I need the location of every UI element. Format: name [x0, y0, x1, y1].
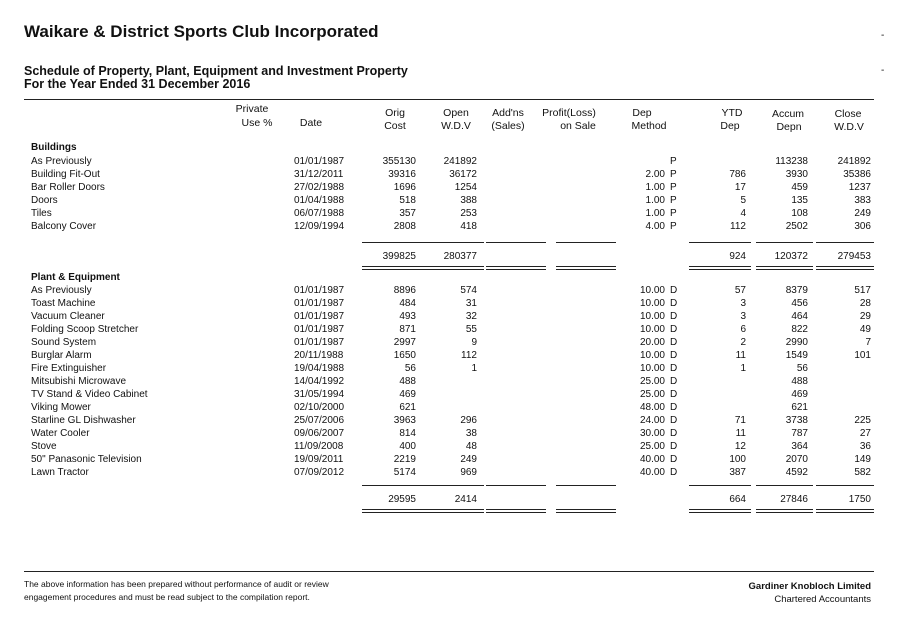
header-on-sale: on Sale	[560, 120, 596, 132]
asset-cost: 1650	[393, 350, 416, 361]
asset-ytd: 5	[740, 195, 746, 206]
header-ytd: YTD	[721, 107, 743, 119]
total-accum: 120372	[774, 251, 808, 262]
asset-cost: 2219	[393, 454, 416, 465]
asset-rate: 10.00	[639, 311, 665, 322]
asset-rate: 10.00	[639, 285, 665, 296]
scan-mark: -	[881, 65, 885, 76]
asset-rate: 10.00	[639, 363, 665, 374]
total-open: 2414	[454, 494, 477, 505]
total-cost: 29595	[388, 494, 416, 505]
subtotal-rule	[486, 485, 546, 486]
asset-date: 01/01/1987	[294, 298, 345, 309]
asset-accum: 2990	[785, 337, 808, 348]
total-close: 279453	[837, 251, 871, 262]
asset-rate: 1.00	[645, 208, 665, 219]
asset-date: 02/10/2000	[294, 402, 345, 413]
asset-name: Fire Extinguisher	[31, 363, 107, 374]
asset-date: 19/04/1988	[294, 363, 345, 374]
schedule-title: Schedule of Property, Plant, Equipment and Investment Property	[24, 64, 408, 78]
subtotal-rule	[556, 242, 616, 243]
asset-ytd: 387	[729, 467, 746, 478]
header-orig: Orig	[385, 107, 405, 119]
asset-open: 55	[465, 324, 477, 335]
asset-open: 574	[460, 285, 477, 296]
asset-open: 241892	[443, 156, 477, 167]
total-double-rule	[816, 269, 874, 270]
header-ytd-dep: Dep	[720, 120, 740, 132]
asset-accum: 135	[791, 195, 808, 206]
asset-date: 01/01/1987	[294, 285, 345, 296]
asset-open: 36172	[449, 169, 477, 180]
asset-method: P	[670, 169, 677, 180]
header-open-wdv: W.D.V	[441, 120, 471, 132]
asset-method: D	[670, 285, 678, 296]
asset-rate: 25.00	[639, 389, 665, 400]
subtotal-rule	[816, 485, 874, 486]
total-double-rule	[486, 269, 546, 270]
asset-date: 11/09/2008	[294, 441, 344, 452]
asset-ytd: 786	[729, 169, 746, 180]
asset-cost: 469	[399, 389, 416, 400]
header-private: Private	[235, 103, 269, 115]
total-open: 280377	[443, 251, 477, 262]
asset-close: 101	[854, 350, 871, 361]
header-date: Date	[299, 117, 323, 129]
section-heading-buildings: Buildings	[31, 142, 77, 153]
asset-method: D	[670, 350, 678, 361]
asset-method: P	[670, 195, 677, 206]
asset-accum: 56	[796, 363, 808, 374]
asset-date: 12/09/1994	[294, 221, 345, 232]
subtotal-rule	[362, 485, 424, 486]
asset-method: D	[670, 376, 678, 387]
asset-rate: 40.00	[639, 467, 665, 478]
total-rule	[362, 509, 424, 510]
asset-accum: 113238	[775, 156, 808, 167]
asset-open: 249	[460, 454, 477, 465]
asset-ytd: 11	[735, 350, 746, 361]
asset-method: D	[670, 402, 678, 413]
asset-cost: 357	[399, 208, 416, 219]
total-rule	[689, 509, 751, 510]
total-ytd: 924	[729, 251, 746, 262]
asset-rate: 24.00	[639, 415, 665, 426]
asset-ytd: 11	[735, 428, 746, 439]
asset-name: Stove	[31, 441, 57, 452]
asset-method: P	[670, 221, 677, 232]
total-rule	[756, 509, 813, 510]
asset-date: 19/09/2011	[294, 454, 344, 465]
total-rule	[756, 266, 813, 267]
asset-name: Building Fit-Out	[31, 169, 100, 180]
schedule-period: For the Year Ended 31 December 2016	[24, 77, 251, 91]
asset-cost: 39316	[388, 169, 416, 180]
total-rule	[816, 509, 874, 510]
asset-name: Sound System	[31, 337, 97, 348]
asset-method: D	[670, 337, 678, 348]
asset-accum: 787	[791, 428, 808, 439]
asset-date: 01/01/1987	[294, 324, 345, 335]
asset-name: Bar Roller Doors	[31, 182, 105, 193]
header-cost: Cost	[384, 120, 406, 132]
asset-cost: 3963	[393, 415, 416, 426]
asset-date: 01/01/1987	[294, 156, 345, 167]
total-ytd: 664	[729, 494, 746, 505]
asset-accum: 459	[791, 182, 808, 193]
asset-name: As Previously	[31, 156, 92, 167]
subtotal-rule	[689, 242, 751, 243]
header-open: Open	[443, 107, 469, 119]
total-rule	[689, 266, 751, 267]
asset-close: 249	[854, 208, 871, 219]
asset-open: 1254	[454, 182, 477, 193]
asset-name: Burglar Alarm	[31, 350, 92, 361]
header-method: Method	[631, 120, 667, 132]
header-use-pct: Use %	[241, 117, 273, 129]
asset-open: 296	[460, 415, 477, 426]
asset-name: TV Stand & Video Cabinet	[31, 389, 148, 400]
asset-accum: 488	[791, 376, 808, 387]
asset-method: D	[670, 324, 678, 335]
asset-close: 36	[859, 441, 871, 452]
scan-mark: -	[881, 30, 885, 41]
asset-cost: 2808	[393, 221, 416, 232]
asset-name: Doors	[31, 195, 58, 206]
asset-method: D	[670, 311, 678, 322]
total-double-rule	[689, 512, 751, 513]
asset-date: 20/11/1988	[294, 350, 344, 361]
asset-name: Mitsubishi Microwave	[31, 376, 127, 387]
asset-name: 50" Panasonic Television	[31, 454, 142, 465]
asset-method: P	[670, 208, 677, 219]
footer-firm-role: Chartered Accountants	[774, 594, 871, 605]
asset-name: Vacuum Cleaner	[31, 311, 105, 322]
subtotal-rule	[362, 242, 424, 243]
asset-cost: 488	[399, 376, 416, 387]
asset-accum: 621	[791, 402, 808, 413]
asset-name: Viking Mower	[31, 402, 91, 413]
asset-method: D	[670, 441, 678, 452]
asset-name: Balcony Cover	[31, 221, 97, 232]
asset-ytd: 17	[734, 182, 746, 193]
footer-note-line1: The above information has been prepared without performance of audit or review	[24, 579, 329, 589]
asset-open: 418	[460, 221, 477, 232]
asset-rate: 2.00	[645, 169, 665, 180]
asset-open: 9	[471, 337, 477, 348]
asset-cost: 871	[399, 324, 416, 335]
asset-rate: 48.00	[639, 402, 665, 413]
total-rule	[486, 266, 546, 267]
total-double-rule	[362, 269, 424, 270]
asset-ytd: 71	[734, 415, 746, 426]
total-rule	[556, 266, 616, 267]
asset-ytd: 2	[740, 337, 746, 348]
asset-close: 28	[859, 298, 871, 309]
asset-rate: 4.00	[645, 221, 665, 232]
asset-cost: 8896	[393, 285, 416, 296]
asset-rate: 10.00	[639, 298, 665, 309]
asset-date: 31/05/1994	[294, 389, 345, 400]
total-rule	[362, 266, 424, 267]
asset-accum: 469	[791, 389, 808, 400]
total-accum: 27846	[780, 494, 808, 505]
asset-accum: 2070	[785, 454, 808, 465]
asset-cost: 814	[399, 428, 416, 439]
asset-method: D	[670, 428, 678, 439]
subtotal-rule	[486, 242, 546, 243]
asset-method: D	[670, 415, 678, 426]
asset-close: 1237	[848, 182, 871, 193]
asset-method: D	[670, 389, 678, 400]
asset-method: P	[670, 156, 677, 167]
asset-rate: 10.00	[639, 350, 665, 361]
asset-close: 225	[854, 415, 871, 426]
total-double-rule	[689, 269, 751, 270]
total-rule	[423, 509, 484, 510]
asset-accum: 3930	[785, 169, 808, 180]
asset-close: 383	[854, 195, 871, 206]
asset-date: 09/06/2007	[294, 428, 345, 439]
asset-ytd: 57	[734, 285, 746, 296]
asset-cost: 400	[399, 441, 416, 452]
asset-rate: 25.00	[639, 441, 665, 452]
asset-cost: 484	[399, 298, 416, 309]
asset-open: 38	[465, 428, 477, 439]
subtotal-rule	[756, 485, 813, 486]
asset-name: Tiles	[31, 208, 52, 219]
asset-cost: 56	[404, 363, 416, 374]
total-double-rule	[556, 269, 616, 270]
asset-cost: 518	[399, 195, 416, 206]
asset-close: 517	[854, 285, 871, 296]
section-heading-plant: Plant & Equipment	[31, 272, 120, 283]
asset-accum: 2502	[785, 221, 808, 232]
asset-ytd: 4	[740, 208, 746, 219]
document-title: Waikare & District Sports Club Incorporated	[24, 22, 379, 41]
header-dep: Dep	[632, 107, 652, 119]
asset-cost: 355130	[382, 156, 416, 167]
total-rule	[556, 509, 616, 510]
asset-ytd: 112	[730, 221, 746, 232]
asset-accum: 8379	[785, 285, 808, 296]
total-double-rule	[362, 512, 424, 513]
asset-accum: 364	[791, 441, 808, 452]
asset-open: 969	[460, 467, 477, 478]
asset-name: Toast Machine	[31, 298, 96, 309]
asset-ytd: 1	[740, 363, 746, 374]
asset-rate: 10.00	[639, 324, 665, 335]
asset-open: 388	[460, 195, 477, 206]
asset-name: Lawn Tractor	[31, 467, 89, 478]
asset-ytd: 3	[740, 298, 746, 309]
header-sales: (Sales)	[491, 120, 525, 132]
asset-date: 14/04/1992	[294, 376, 345, 387]
asset-open: 1	[471, 363, 477, 374]
subtotal-rule	[423, 485, 484, 486]
asset-accum: 1549	[785, 350, 808, 361]
asset-method: D	[670, 298, 678, 309]
asset-accum: 456	[791, 298, 808, 309]
asset-rate: 20.00	[639, 337, 665, 348]
total-double-rule	[486, 512, 546, 513]
header-close-wdv: W.D.V	[834, 121, 864, 133]
asset-rate: 40.00	[639, 454, 665, 465]
asset-open: 32	[465, 311, 477, 322]
asset-close: 27	[859, 428, 871, 439]
asset-close: 35386	[843, 169, 871, 180]
header-accum: Accum	[771, 108, 805, 120]
asset-rate: 25.00	[639, 376, 665, 387]
header-depn: Depn	[776, 121, 802, 133]
total-rule	[423, 266, 484, 267]
asset-close: 306	[854, 221, 871, 232]
asset-cost: 493	[399, 311, 416, 322]
header-profit-loss: Profit(Loss)	[542, 107, 596, 119]
total-cost: 399825	[382, 251, 416, 262]
asset-name: As Previously	[31, 285, 92, 296]
asset-accum: 4592	[785, 467, 808, 478]
asset-rate: 1.00	[645, 195, 665, 206]
asset-close: 241892	[837, 156, 871, 167]
subtotal-rule	[423, 242, 484, 243]
asset-rate: 30.00	[639, 428, 665, 439]
asset-accum: 3738	[785, 415, 808, 426]
total-double-rule	[423, 269, 484, 270]
asset-accum: 108	[791, 208, 808, 219]
footer-note-line2: engagement procedures and must be read subject to the compilation report.	[24, 592, 310, 602]
asset-accum: 464	[791, 311, 808, 322]
subtotal-rule	[689, 485, 751, 486]
header-rule	[24, 99, 874, 100]
total-rule	[486, 509, 546, 510]
subtotal-rule	[556, 485, 616, 486]
asset-close: 582	[854, 467, 871, 478]
subtotal-rule	[816, 242, 874, 243]
asset-ytd: 100	[729, 454, 746, 465]
footer-rule	[24, 571, 874, 572]
asset-name: Starline GL Dishwasher	[31, 415, 136, 426]
asset-close: 7	[865, 337, 871, 348]
total-rule	[816, 266, 874, 267]
asset-close: 149	[854, 454, 871, 465]
asset-date: 07/09/2012	[294, 467, 345, 478]
asset-cost: 5174	[393, 467, 416, 478]
asset-close: 29	[859, 311, 871, 322]
asset-date: 01/04/1988	[294, 195, 345, 206]
header-close: Close	[834, 108, 862, 120]
asset-date: 27/02/1988	[294, 182, 345, 193]
header-addns: Add'ns	[492, 107, 524, 119]
asset-method: D	[670, 467, 678, 478]
asset-ytd: 6	[740, 324, 746, 335]
total-double-rule	[556, 512, 616, 513]
asset-method: D	[670, 363, 678, 374]
asset-date: 01/01/1987	[294, 311, 345, 322]
asset-name: Folding Scoop Stretcher	[31, 324, 139, 335]
asset-method: D	[670, 454, 678, 465]
asset-cost: 1696	[393, 182, 416, 193]
total-close: 1750	[848, 494, 871, 505]
total-double-rule	[756, 269, 813, 270]
asset-date: 25/07/2006	[294, 415, 345, 426]
asset-rate: 1.00	[645, 182, 665, 193]
total-double-rule	[816, 512, 874, 513]
asset-date: 31/12/2011	[294, 169, 344, 180]
asset-cost: 2997	[393, 337, 416, 348]
asset-ytd: 12	[734, 441, 746, 452]
asset-date: 06/07/1988	[294, 208, 345, 219]
asset-date: 01/01/1987	[294, 337, 345, 348]
asset-accum: 822	[791, 324, 808, 335]
total-double-rule	[756, 512, 813, 513]
footer-firm-name: Gardiner Knobloch Limited	[748, 581, 871, 592]
asset-ytd: 3	[740, 311, 746, 322]
total-double-rule	[423, 512, 484, 513]
asset-close: 49	[859, 324, 871, 335]
asset-name: Water Cooler	[31, 428, 90, 439]
asset-open: 112	[461, 350, 477, 361]
asset-method: P	[670, 182, 677, 193]
asset-open: 31	[465, 298, 477, 309]
asset-open: 48	[465, 441, 477, 452]
asset-cost: 621	[399, 402, 416, 413]
subtotal-rule	[756, 242, 813, 243]
asset-open: 253	[460, 208, 477, 219]
